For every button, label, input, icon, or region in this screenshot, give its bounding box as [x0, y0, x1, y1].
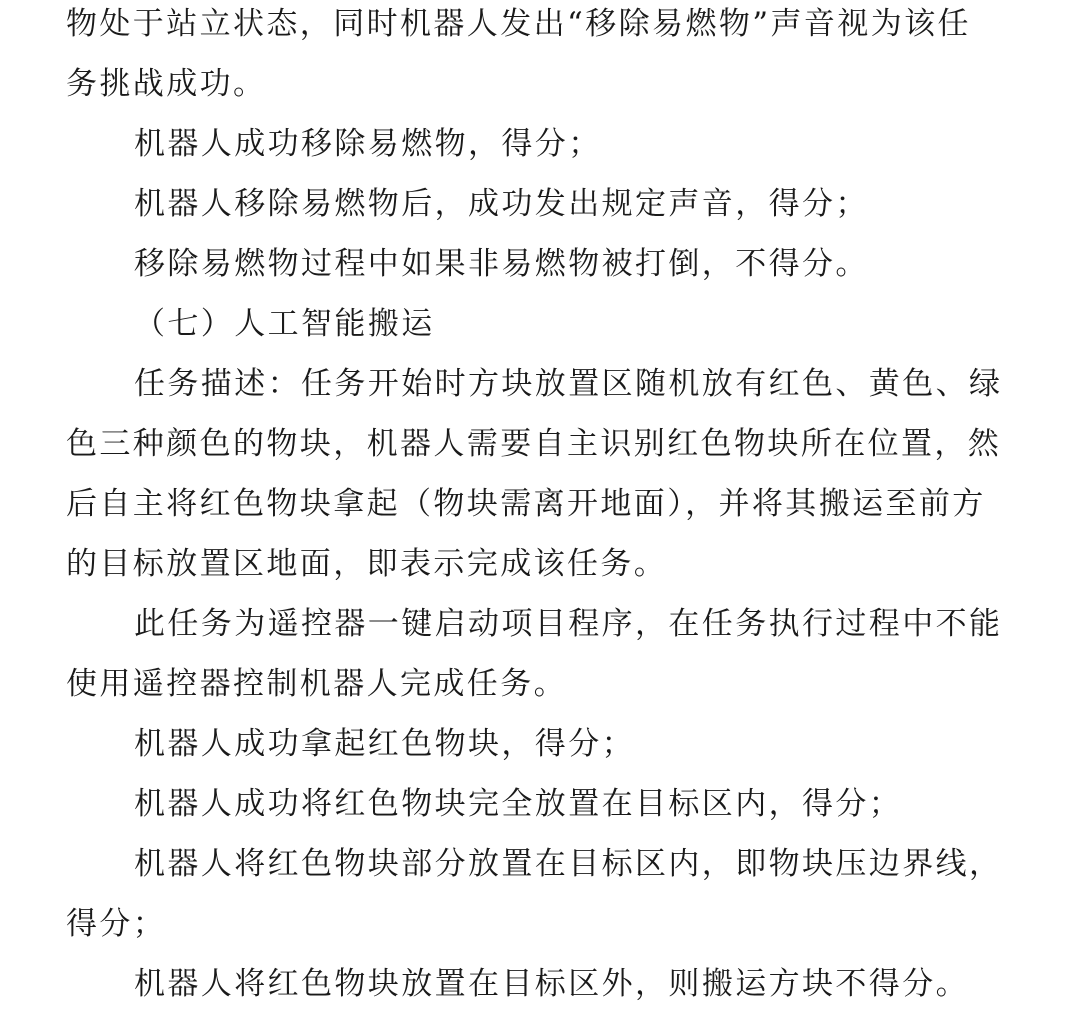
paragraph-line: 此任务为遥控器一键启动项目程序，在任务执行过程中不能 — [134, 606, 1003, 642]
scoring-rule: 得分； — [66, 906, 167, 942]
paragraph-line: 使用遥控器控制机器人完成任务。 — [66, 666, 567, 702]
document-page — [66, 0, 1016, 1014]
scoring-rule: 机器人成功拿起红色物块，得分； — [134, 726, 635, 762]
task-description: 后自主将红色物块拿起（物块需离开地面），并将其搬运至前方 — [66, 486, 986, 522]
task-description: 任务描述：任务开始时方块放置区随机放有红色、黄色、绿 — [134, 366, 1003, 402]
scoring-rule: 机器人将红色物块放置在目标区外，则搬运方块不得分。 — [134, 966, 969, 1002]
task-description: 色三种颜色的物块，机器人需要自主识别红色物块所在位置，然 — [66, 426, 1002, 462]
section-heading: （七）人工智能搬运 — [134, 306, 435, 342]
scoring-rule: 机器人成功将红色物块完全放置在目标区内，得分； — [134, 786, 903, 822]
scoring-rule: 机器人将红色物块部分放置在目标区内，即物块压边界线， — [134, 846, 1003, 882]
scoring-rule: 移除易燃物过程中如果非易燃物被打倒，不得分。 — [134, 246, 869, 282]
scoring-rule: 机器人移除易燃物后，成功发出规定声音，得分； — [134, 186, 869, 222]
task-description: 的目标放置区地面，即表示完成该任务。 — [66, 546, 668, 582]
paragraph-line: 务挑战成功。 — [66, 66, 267, 102]
scoring-rule: 机器人成功移除易燃物，得分； — [134, 126, 602, 162]
paragraph-line: 物处于站立状态，同时机器人发出“移除易燃物”声音视为该任 — [66, 6, 971, 42]
